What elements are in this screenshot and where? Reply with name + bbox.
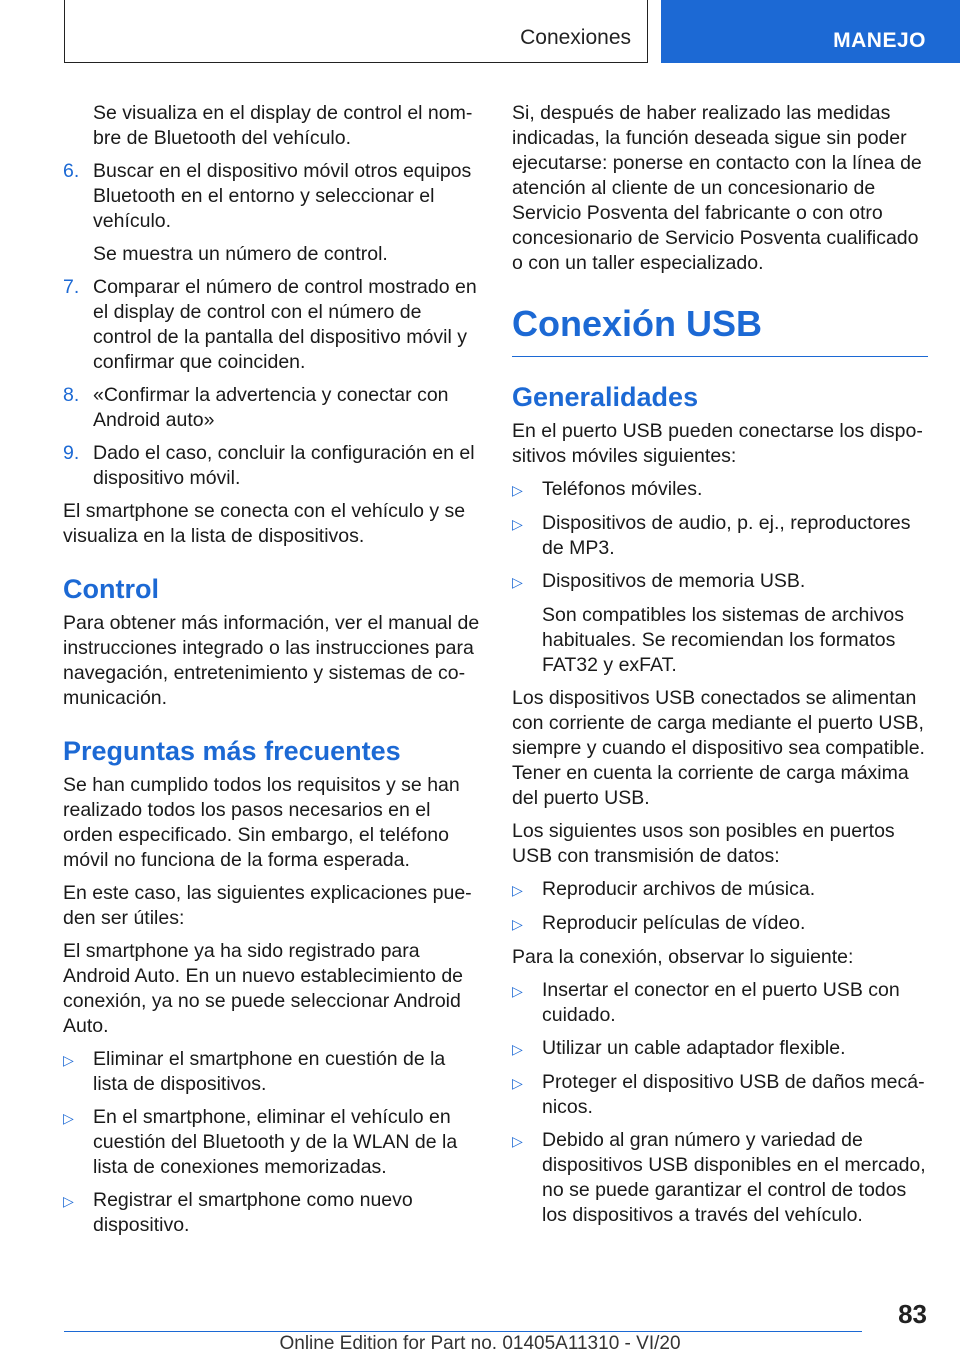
heading-general: Generalidades [512, 382, 699, 412]
paragraph-faq-1: Se han cumplido todos los requisitos y se han realizado todos los pasos necesarios en el orden especificado. Sin embargo, el teléfono móvil no funciona de la forma esperada. [63, 774, 460, 871]
heading-control: Control [63, 574, 159, 604]
list-item-text: Debido al gran número y variedad de dispositivos USB disponibles en el mercado, no se puede garantizar el control de todos los dispositivos a través del vehículo. [542, 1129, 926, 1226]
paragraph-faq-2: En este caso, las siguientes explicaciones pueden ser útiles: [63, 882, 472, 929]
paragraph-uses: Los siguientes usos son posibles en puertos USB con transmisión de datos: [512, 820, 895, 867]
right-column [512, 101, 928, 1236]
list-item-text: Reproducir películas de vídeo. [542, 912, 806, 934]
chapter-tab[interactable]: MANEJO [661, 0, 960, 63]
list-item [512, 1036, 928, 1062]
step-number: 6. [63, 160, 80, 182]
list-item [512, 511, 928, 561]
paragraph-control: Para obtener más información, ver el manual de instrucciones integrado o las instrucciones para navegación, entretenimiento y sistemas de comunicación. [63, 612, 480, 709]
paragraph-connected: El smartphone se conecta con el vehículo y se visualiza en la lista de dispositivos. [63, 500, 466, 547]
step-6 [63, 159, 481, 234]
list-item [512, 477, 928, 503]
step-number: 7. [63, 276, 80, 298]
triangle-right-outline-icon: ▷ [63, 1052, 74, 1068]
header-section-box [64, 0, 648, 63]
step-number: 9. [63, 442, 80, 464]
list-item [512, 569, 928, 595]
triangle-right-outline-icon: ▷ [512, 1075, 523, 1091]
step-7 [63, 275, 481, 375]
triangle-right-outline-icon: ▷ [512, 1133, 523, 1149]
list-item-text: Teléfonos móviles. [542, 478, 703, 500]
list-item-text: Eliminar el smartphone en cuestión de la lista de dispositivos. [93, 1048, 446, 1095]
triangle-right-outline-icon: ▷ [63, 1110, 74, 1126]
heading-faq: Preguntas más frecuentes [63, 736, 401, 766]
step-number: 8. [63, 384, 80, 406]
list-item [512, 978, 928, 1028]
list-item-text: Dispositivos de audio, p. ej., reproductores de MP3. [542, 512, 911, 559]
file-system-note: Son compatibles los sistemas de archivos habituales. Se recomiendan los formatos FAT32 y exFAT. [542, 604, 904, 676]
step-text: Comparar el número de control mostrado en el display de control con el número de control de la pantalla del dispositivo móvil y confirmar que coinciden. [93, 276, 477, 373]
list-item-text: En el smartphone, eliminar el vehículo en cuestión del Bluetooth y de la WLAN de la lista de conexiones memorizadas. [93, 1106, 458, 1178]
triangle-right-outline-icon: ▷ [63, 1193, 74, 1209]
list-item-text: Reproducir archivos de música. [542, 878, 816, 900]
paragraph-faq-3: El smartphone ya ha sido registrado para Android Auto. En un nuevo establecimiento de conexión, ya no se puede seleccionar Android Auto. [63, 940, 464, 1037]
triangle-right-outline-icon: ▷ [512, 1041, 523, 1057]
heading-usb-connection: Conexión USB [512, 302, 928, 357]
step-text: Buscar en el dispositivo móvil otros equipos Bluetooth en el entorno y seleccionar el vehículo. [93, 160, 472, 232]
step-6-note: Se muestra un número de control. [93, 243, 388, 265]
list-item-text: Dispositivos de memoria USB. [542, 570, 806, 592]
paragraph-power: Los dispositivos USB conectados se alimentan con corriente de carga mediante el puerto USB, siempre y cuando el dispositivo sea compatible. Tener en cuenta la corriente de carga máxima del puerto USB. [512, 687, 925, 809]
list-item-text: Proteger el dispositivo USB de daños mecánicos. [542, 1071, 925, 1118]
triangle-right-outline-icon: ▷ [512, 482, 523, 498]
triangle-right-outline-icon: ▷ [512, 983, 523, 999]
list-item [63, 1047, 481, 1097]
section-title: Conexiones [520, 26, 631, 49]
left-column [63, 101, 481, 1246]
footer-divider [64, 1331, 862, 1332]
triangle-right-outline-icon: ▷ [512, 516, 523, 532]
triangle-right-outline-icon: ▷ [512, 882, 523, 898]
paragraph-observe: Para la conexión, observar lo siguiente: [512, 946, 854, 968]
paragraph-general: En el puerto USB pueden conectarse los dispositivos móviles siguientes: [512, 420, 923, 467]
list-item [512, 1128, 928, 1228]
list-item [512, 911, 928, 937]
step-text: «Confirmar la advertencia y conectar con Android auto» [93, 384, 449, 431]
list-item [63, 1188, 481, 1238]
step-8 [63, 383, 481, 433]
step-9 [63, 441, 481, 491]
list-item-text: Utilizar un cable adaptador flexible. [542, 1037, 846, 1059]
list-item [512, 877, 928, 903]
paragraph-bluetooth-name: Se visualiza en el display de control el nombre de Bluetooth del vehículo. [93, 102, 473, 149]
list-item [512, 1070, 928, 1120]
list-item-text: Registrar el smartphone como nuevo dispositivo. [93, 1189, 413, 1236]
list-item [63, 1105, 481, 1180]
step-text: Dado el caso, concluir la configuración en el dispositivo móvil. [93, 442, 475, 489]
page-number: 83 [898, 1299, 927, 1329]
triangle-right-outline-icon: ▷ [512, 574, 523, 590]
paragraph-service: Si, después de haber realizado las medidas indicadas, la función deseada sigue sin poder ejecutarse: ponerse en contacto con la línea de atención al cliente de un concesionario de Servicio Posventa del fabricante o con otro concesionario de Servicio Posventa cualificado o con un taller especializado. [512, 102, 922, 274]
triangle-right-outline-icon: ▷ [512, 916, 523, 932]
footer-edition: Online Edition for Part no. 01405A11310 - VI/20 [279, 1333, 681, 1354]
list-item-text: Insertar el conector en el puerto USB con cuidado. [542, 979, 900, 1026]
